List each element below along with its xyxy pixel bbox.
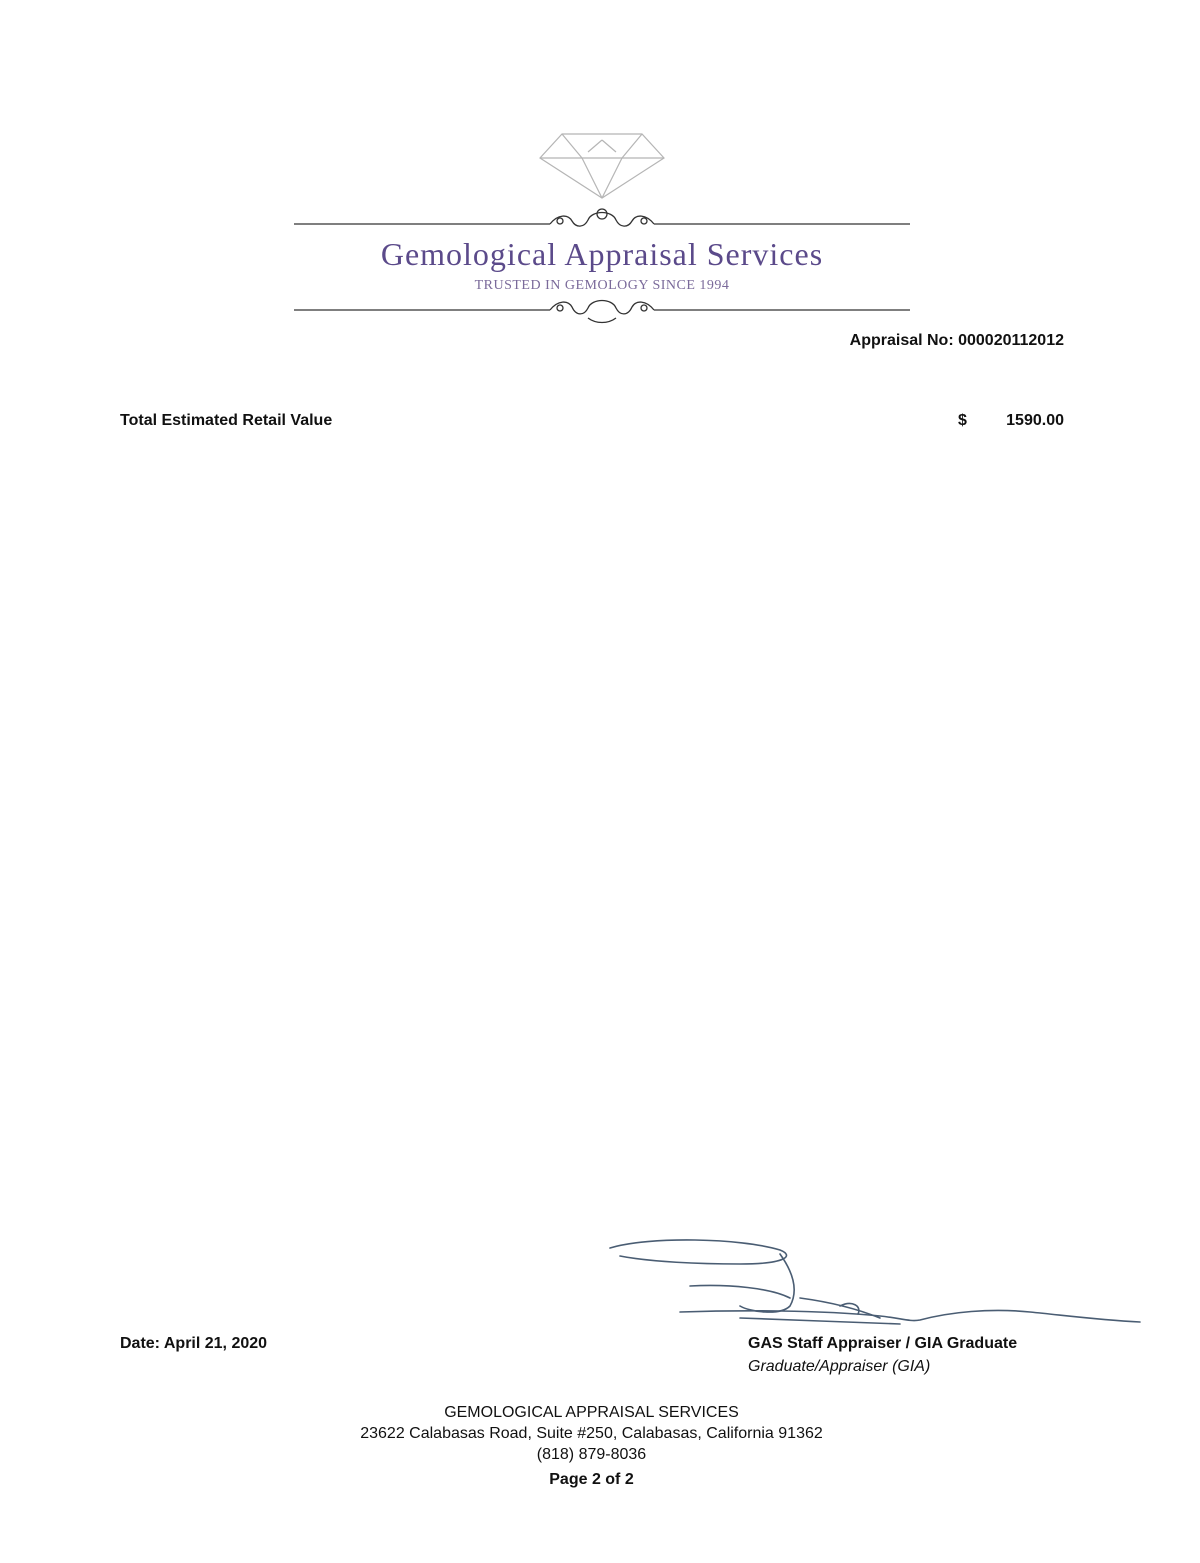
logo-graphic — [292, 128, 912, 340]
company-tagline: TRUSTED IN GEMOLOGY SINCE 1994 — [474, 278, 730, 293]
appraisal-number: Appraisal No: 000020112012 — [849, 332, 1064, 349]
bottom-ornament-divider — [294, 301, 910, 323]
page-number: Page 2 of 2 — [549, 1471, 634, 1488]
footer — [0, 1402, 1183, 1490]
total-value-amount: 1590.00 — [1006, 412, 1064, 429]
footer-company: GEMOLOGICAL APPRAISAL SERVICES — [444, 1404, 739, 1421]
total-value-label: Total Estimated Retail Value — [120, 412, 333, 429]
appraisal-date: Date: April 21, 2020 — [120, 1335, 268, 1352]
diamond-icon — [540, 134, 664, 198]
signer-title: GAS Staff Appraiser / GIA Graduate — [748, 1335, 1018, 1352]
company-logo — [292, 128, 912, 340]
appraiser-signature — [590, 1228, 1150, 1338]
signer-subtitle: Graduate/Appraiser (GIA) — [748, 1358, 931, 1375]
footer-address: 23622 Calabasas Road, Suite #250, Calabasas, California 91362 — [360, 1425, 823, 1442]
company-name-logotype: Gemological Appraisal Services — [380, 236, 824, 272]
total-currency-symbol: $ — [958, 412, 967, 429]
top-ornament-divider — [294, 209, 910, 226]
footer-phone: (818) 879-8036 — [536, 1446, 647, 1463]
